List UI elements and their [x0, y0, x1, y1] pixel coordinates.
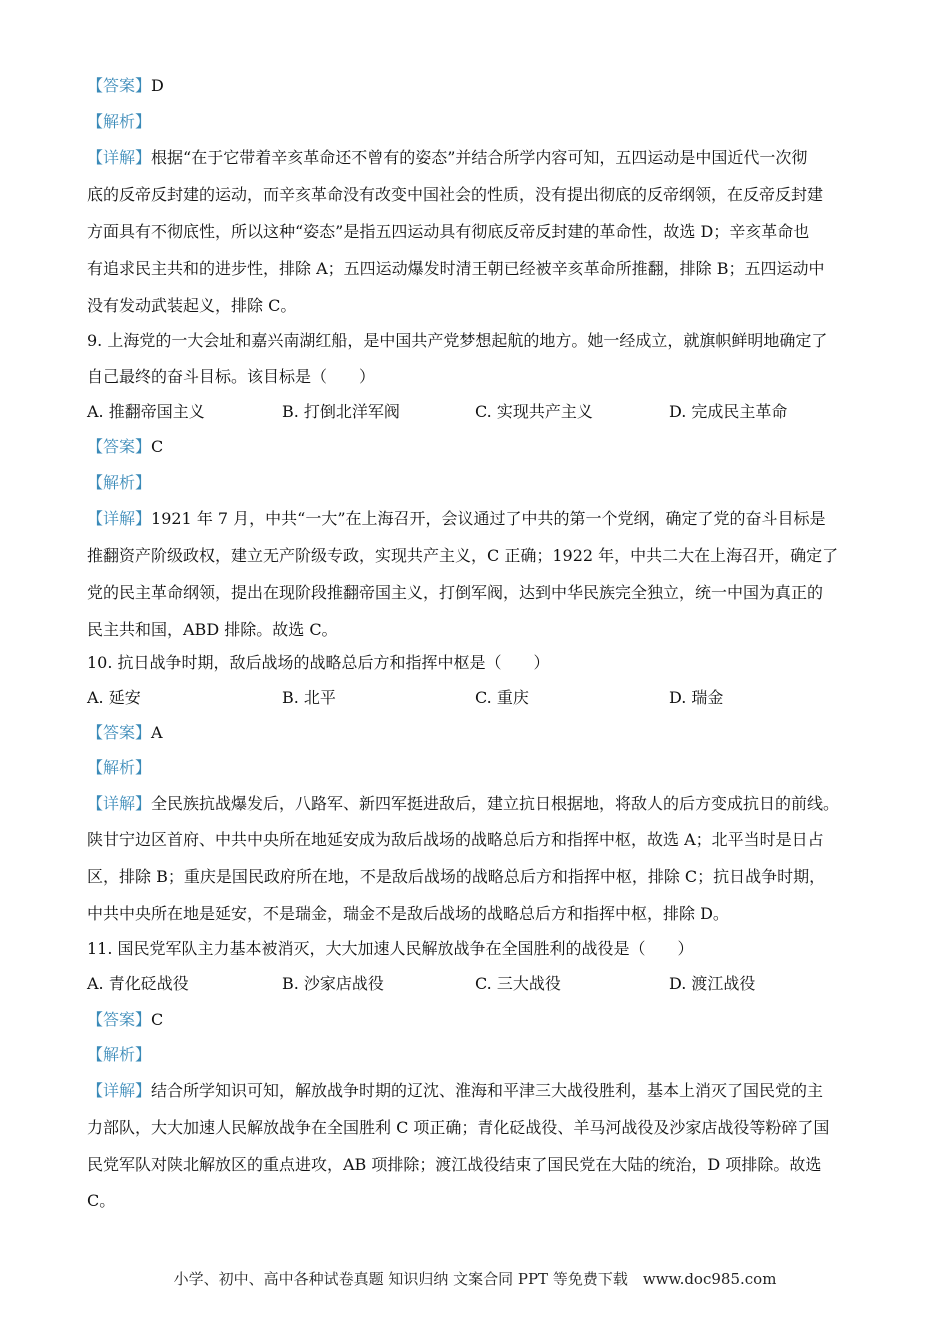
q11-detail-line-3: 民党军队对陕北解放区的重点进攻，AB 项排除；渡江战役结束了国民党在大陆的统治，D 项排除。故选: [87, 1155, 822, 1174]
q11-option-a: A. 青化砭战役: [87, 974, 189, 993]
q9-option-a: A. 推翻帝国主义: [87, 402, 205, 421]
q11-detail-line-4: C。: [87, 1191, 116, 1210]
q10-answer-value: A: [151, 723, 163, 742]
q8-detail-text: 根据“在于它带着辛亥革命还不曾有的姿态”并结合所学内容可知，五四运动是中国近代一次彻: [151, 148, 808, 167]
q9-detail-line-2: 推翻资产阶级政权，建立无产阶级专政，实现共产主义，C 正确；1922 年，中共二大在上海召开，确定了: [87, 546, 839, 565]
q10-detail-line-2: 陕甘宁边区首府、中共中央所在地延安成为敌后战场的战略总后方和指挥中枢，故选 A；北平当时是日占: [87, 830, 824, 849]
q9-option-c: C. 实现共产主义: [475, 402, 593, 421]
analysis-tag: 【解析】: [87, 758, 152, 777]
q10-stem-line-1: 10. 抗日战争时期，敌后战场的战略总后方和指挥中枢是（ ）: [87, 653, 550, 672]
q11-stem-line-1: 11. 国民党军队主力基本被消灭，大大加速人民解放战争在全国胜利的战役是（ ）: [87, 939, 694, 958]
q10-option-a: A. 延安: [87, 688, 141, 707]
q10-option-c: C. 重庆: [475, 688, 529, 707]
q11-detail-line-2: 力部队，大大加速人民解放战争在全国胜利 C 项正确；青化砭战役、羊马河战役及沙家店战役等粉碎了国: [87, 1118, 830, 1137]
answer-tag: 【答案】: [87, 437, 152, 456]
answer-tag: 【答案】: [87, 1010, 152, 1029]
page-footer: 小学、初中、高中各种试卷真题 知识归纳 文案合同 PPT 等免费下载 www.doc985.com: [173, 1270, 777, 1288]
q9-option-d: D. 完成民主革命: [669, 402, 788, 421]
q11-analysis-line: [87, 1044, 867, 1066]
detail-tag: 【详解】: [87, 794, 152, 813]
q10-detail-line-1: [87, 793, 867, 815]
analysis-tag: 【解析】: [87, 1045, 152, 1064]
q11-option-c: C. 三大战役: [475, 974, 561, 993]
q9-detail-line-1: [87, 508, 867, 530]
q9-detail-line-3: 党的民主革命纲领，提出在现阶段推翻帝国主义，打倒军阀，达到中华民族完全独立，统一中国为真正的: [87, 583, 824, 602]
q8-detail-line-4: 有追求民主共和的进步性，排除 A；五四运动爆发时清王朝已经被辛亥革命所推翻，排除 B；五四运动中: [87, 259, 825, 278]
q10-answer-line: [87, 722, 867, 744]
q11-option-d: D. 渡江战役: [669, 974, 756, 993]
q11-answer-value: C: [151, 1010, 164, 1029]
q9-stem-line-2: 自己最终的奋斗目标。该目标是（ ）: [87, 367, 376, 386]
detail-tag: 【详解】: [87, 1081, 152, 1100]
q9-detail-line-4: 民主共和国，ABD 排除。故选 C。: [87, 620, 338, 639]
q11-detail-line-1: [87, 1080, 867, 1102]
analysis-tag: 【解析】: [87, 473, 152, 492]
q9-answer-value: C: [151, 437, 164, 456]
q8-detail-line-3: 方面具有不彻底性，所以这种“姿态”是指五四运动具有彻底反帝反封建的革命性，故选 D；辛亥革命也: [87, 222, 810, 241]
q11-answer-line: [87, 1009, 867, 1031]
answer-tag: 【答案】: [87, 76, 152, 95]
q10-detail-line-3: 区，排除 B；重庆是国民政府所在地，不是敌后战场的战略总后方和指挥中枢，排除 C；抗日战争时期，: [87, 867, 826, 886]
q8-detail-line-2: 底的反帝反封建的运动，而辛亥革命没有改变中国社会的性质，没有提出彻底的反帝纲领，在反帝反封建: [87, 185, 824, 204]
detail-tag: 【详解】: [87, 509, 152, 528]
q10-analysis-line: [87, 757, 867, 779]
q10-detail-line-4: 中共中央所在地是延安，不是瑞金，瑞金不是敌后战场的战略总后方和指挥中枢，排除 D。: [87, 904, 729, 923]
q11-options: [87, 973, 867, 995]
q8-detail-line-5: 没有发动武装起义，排除 C。: [87, 296, 297, 315]
q9-detail-text: 1921 年 7 月，中共“一大”在上海召开，会议通过了中共的第一个党纲，确定了党的奋斗目标是: [151, 509, 826, 528]
q10-option-d: D. 瑞金: [669, 688, 724, 707]
q9-analysis-line: [87, 472, 867, 494]
q8-analysis-line: [87, 111, 867, 133]
q8-answer-value: D: [151, 76, 164, 95]
q8-answer-line: [87, 75, 867, 97]
detail-tag: 【详解】: [87, 148, 152, 167]
q8-detail-line-1: [87, 147, 867, 169]
q9-option-b: B. 打倒北洋军阀: [282, 402, 400, 421]
analysis-tag: 【解析】: [87, 112, 152, 131]
q9-answer-line: [87, 436, 867, 458]
q10-options: [87, 687, 867, 709]
q9-options: [87, 401, 867, 423]
q11-option-b: B. 沙家店战役: [282, 974, 384, 993]
q10-option-b: B. 北平: [282, 688, 336, 707]
q9-stem-line-1: 9. 上海党的一大会址和嘉兴南湖红船，是中国共产党梦想起航的地方。她一经成立，就旗帜鲜明地确定了: [87, 331, 828, 350]
answer-tag: 【答案】: [87, 723, 152, 742]
q11-detail-text: 结合所学知识可知，解放战争时期的辽沈、淮海和平津三大战役胜利，基本上消灭了国民党的主: [151, 1081, 824, 1100]
q10-detail-text: 全民族抗战爆发后，八路军、新四军挺进敌后，建立抗日根据地，将敌人的后方变成抗日的前线。: [151, 794, 840, 813]
